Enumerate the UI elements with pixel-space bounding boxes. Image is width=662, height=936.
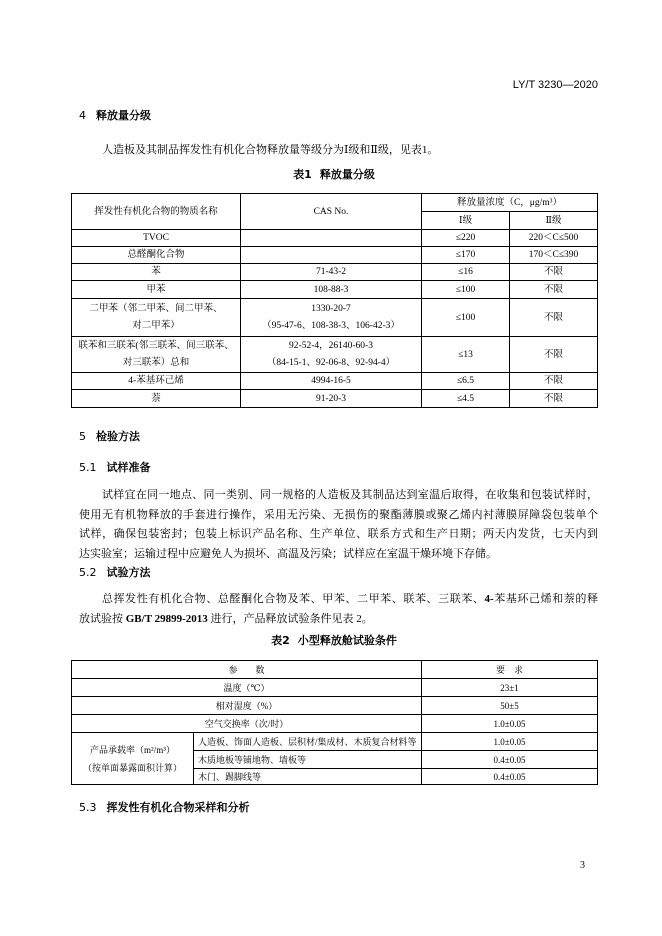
cell-line: 产品承载率（m²/m³） xyxy=(90,744,175,755)
table-row xyxy=(72,715,598,733)
table-row xyxy=(72,390,598,408)
cell-grade-1: ≤100 xyxy=(422,281,510,299)
section-heading-5-2 xyxy=(79,567,151,579)
cell-line: 1330-20-7 xyxy=(311,303,351,314)
cell-substance xyxy=(72,299,241,337)
cell-line: （95-47-6、108-38-3、106-42-3） xyxy=(262,320,400,331)
cell-substance: 萘 xyxy=(72,390,241,408)
cell-substance xyxy=(72,337,241,373)
table-header-row xyxy=(72,661,598,679)
cell-substance: TVOC xyxy=(72,230,241,247)
cell-grade-1: ≤4.5 xyxy=(422,390,510,408)
cell-parameter: 相对湿度（%） xyxy=(72,697,422,715)
cell-grade-1: ≤220 xyxy=(422,230,510,247)
section-title: 试验方法 xyxy=(106,566,151,579)
table-row xyxy=(72,247,598,264)
paragraph-sample-preparation xyxy=(79,486,598,564)
cell-cas: 4994-16-5 xyxy=(241,373,422,390)
table-row xyxy=(72,299,598,337)
cell-parameter: 空气交换率（次/时） xyxy=(72,715,422,733)
chamber-test-conditions-table xyxy=(71,660,598,785)
section-number: 5.2 xyxy=(79,566,97,579)
cell-requirement: 0.4±0.05 xyxy=(422,769,598,785)
paragraph-line: 试样，确保包装密封；包装上标识产品名称、生产单位、联系方式和生产日期；两天内发货，七天内到 xyxy=(79,528,598,541)
paragraph-line: 试样宜在同一地点、同一类别、同一规格的人造板及其制品达到室温后取得，在收集和包装试样时， xyxy=(102,489,598,501)
text-segment: 放试验按 xyxy=(79,613,126,625)
section-number: 4 xyxy=(79,109,86,122)
cell-line: 联苯和三联苯(邻三联苯、间三联苯、 xyxy=(78,340,234,351)
section-heading-4 xyxy=(79,110,151,122)
table-header-row xyxy=(72,194,598,212)
paragraph-line: 达实验室；运输过程中应避免人为损坏、高温及污染；试样应在室温干燥环境下存储。 xyxy=(79,547,497,560)
cell-grade-1: ≤16 xyxy=(422,264,510,281)
cell-grade-2: 不限 xyxy=(510,299,598,337)
text-segment: 苯基环己烯和萘的释 xyxy=(493,593,599,605)
section-title: 试样准备 xyxy=(106,461,151,474)
cell-loading-rate-label xyxy=(72,733,194,785)
section-heading-5-1 xyxy=(79,462,151,474)
section-title: 挥发性有机化合物采样和分析 xyxy=(106,801,250,814)
cell-cas xyxy=(241,247,422,264)
cell-grade-2: 170＜C≤390 xyxy=(510,247,598,264)
text-segment: 进行，产品释放试验条件见表 2。 xyxy=(207,613,373,625)
table-title: 释放量分级 xyxy=(319,168,375,181)
table-row xyxy=(72,264,598,281)
table1-caption xyxy=(71,169,597,181)
cell-grade-2: 220＜C≤500 xyxy=(510,230,598,247)
col-header-requirement: 要 求 xyxy=(422,661,598,679)
cell-line: （84-15-1、92-06-8、92-94-4） xyxy=(266,357,396,368)
standard-reference: GB/T 29899-2013 xyxy=(125,613,208,625)
section-heading-5-3 xyxy=(79,802,250,814)
col-header-parameter: 参 数 xyxy=(72,661,422,679)
text-segment-bold: 4- xyxy=(484,593,494,605)
col-header-grade-2: Ⅱ级 xyxy=(510,212,598,230)
table-row xyxy=(72,230,598,247)
section-title: 释放量分级 xyxy=(96,109,151,122)
cell-requirement: 23±1 xyxy=(422,679,598,697)
cell-requirement: 50±5 xyxy=(422,697,598,715)
table-row xyxy=(72,697,598,715)
cell-grade-1: ≤170 xyxy=(422,247,510,264)
emission-grade-table xyxy=(71,193,598,408)
section-title: 检验方法 xyxy=(96,430,140,443)
paragraph-line xyxy=(79,589,598,609)
cell-grade-2: 不限 xyxy=(510,264,598,281)
table-number: 表1 xyxy=(293,168,312,181)
paragraph-line xyxy=(79,609,598,629)
cell-parameter: 温度（℃） xyxy=(72,679,422,697)
section-number: 5.1 xyxy=(79,461,97,474)
col-header-cas: CAS No. xyxy=(241,194,422,230)
table-row xyxy=(72,679,598,697)
cell-grade-1: ≤6.5 xyxy=(422,373,510,390)
cell-cas: 71-43-2 xyxy=(241,264,422,281)
table-title: 小型释放舱试验条件 xyxy=(297,634,397,647)
table2-caption xyxy=(71,635,597,647)
paragraph-line: 使用无有机物释放的手套进行操作，采用无污染、无损伤的聚酯薄膜或聚乙烯内衬薄膜屏障袋包装单个 xyxy=(79,508,598,521)
cell-grade-2: 不限 xyxy=(510,373,598,390)
table-row xyxy=(72,337,598,373)
table-row xyxy=(72,281,598,299)
text-segment: 总挥发性有机化合物、总醛酮化合物及苯、甲苯、二甲苯、联苯、三联苯、 xyxy=(102,593,485,605)
cell-line: （按单面暴露面积计算） xyxy=(82,762,182,773)
cell-substance: 甲苯 xyxy=(72,281,241,299)
cell-substance: 苯 xyxy=(72,264,241,281)
cell-line: 对二甲苯） xyxy=(132,320,180,331)
col-header-grade-1: Ⅰ级 xyxy=(422,212,510,230)
cell-line: 92-52-4，26140-60-3 xyxy=(289,340,373,351)
page-number: 3 xyxy=(580,860,585,871)
table-row xyxy=(72,733,598,751)
cell-grade-1: ≤100 xyxy=(422,299,510,337)
cell-substance: 4-苯基环己烯 xyxy=(72,373,241,390)
cell-substance: 总醛酮化合物 xyxy=(72,247,241,264)
cell-product: 人造板、饰面人造板、层积材/集成材、木质复合材料等 xyxy=(194,733,422,751)
col-header-concentration: 释放量浓度（C，μg/m³） xyxy=(422,194,598,212)
cell-cas: 91-20-3 xyxy=(241,390,422,408)
cell-requirement: 1.0±0.05 xyxy=(422,733,598,751)
cell-product: 木质地板等铺地物、墙板等 xyxy=(194,751,422,769)
cell-grade-2: 不限 xyxy=(510,337,598,373)
paragraph-grading: 人造板及其制品挥发性有机化合物释放量等级分为Ⅰ级和Ⅱ级，见表1。 xyxy=(102,144,439,156)
section-number: 5 xyxy=(79,430,86,443)
cell-grade-1: ≤13 xyxy=(422,337,510,373)
standard-code: LY/T 3230—2020 xyxy=(512,79,598,91)
cell-line: 二甲苯（邻二甲苯、间二甲苯、 xyxy=(89,303,223,314)
cell-line: 对三联苯）总和 xyxy=(122,357,190,368)
section-number: 5.3 xyxy=(79,801,97,814)
cell-cas xyxy=(241,299,422,337)
cell-requirement: 1.0±0.05 xyxy=(422,715,598,733)
table-number: 表2 xyxy=(271,634,290,647)
paragraph-test-method xyxy=(79,589,598,629)
table-row xyxy=(72,373,598,390)
section-heading-5 xyxy=(79,431,140,443)
cell-cas xyxy=(241,230,422,247)
cell-grade-2: 不限 xyxy=(510,390,598,408)
cell-grade-2: 不限 xyxy=(510,281,598,299)
col-header-substance: 挥发性有机化合物的物质名称 xyxy=(72,194,241,230)
cell-requirement: 0.4±0.05 xyxy=(422,751,598,769)
cell-cas: 108-88-3 xyxy=(241,281,422,299)
cell-cas xyxy=(241,337,422,373)
cell-product: 木门、踢脚线等 xyxy=(194,769,422,785)
